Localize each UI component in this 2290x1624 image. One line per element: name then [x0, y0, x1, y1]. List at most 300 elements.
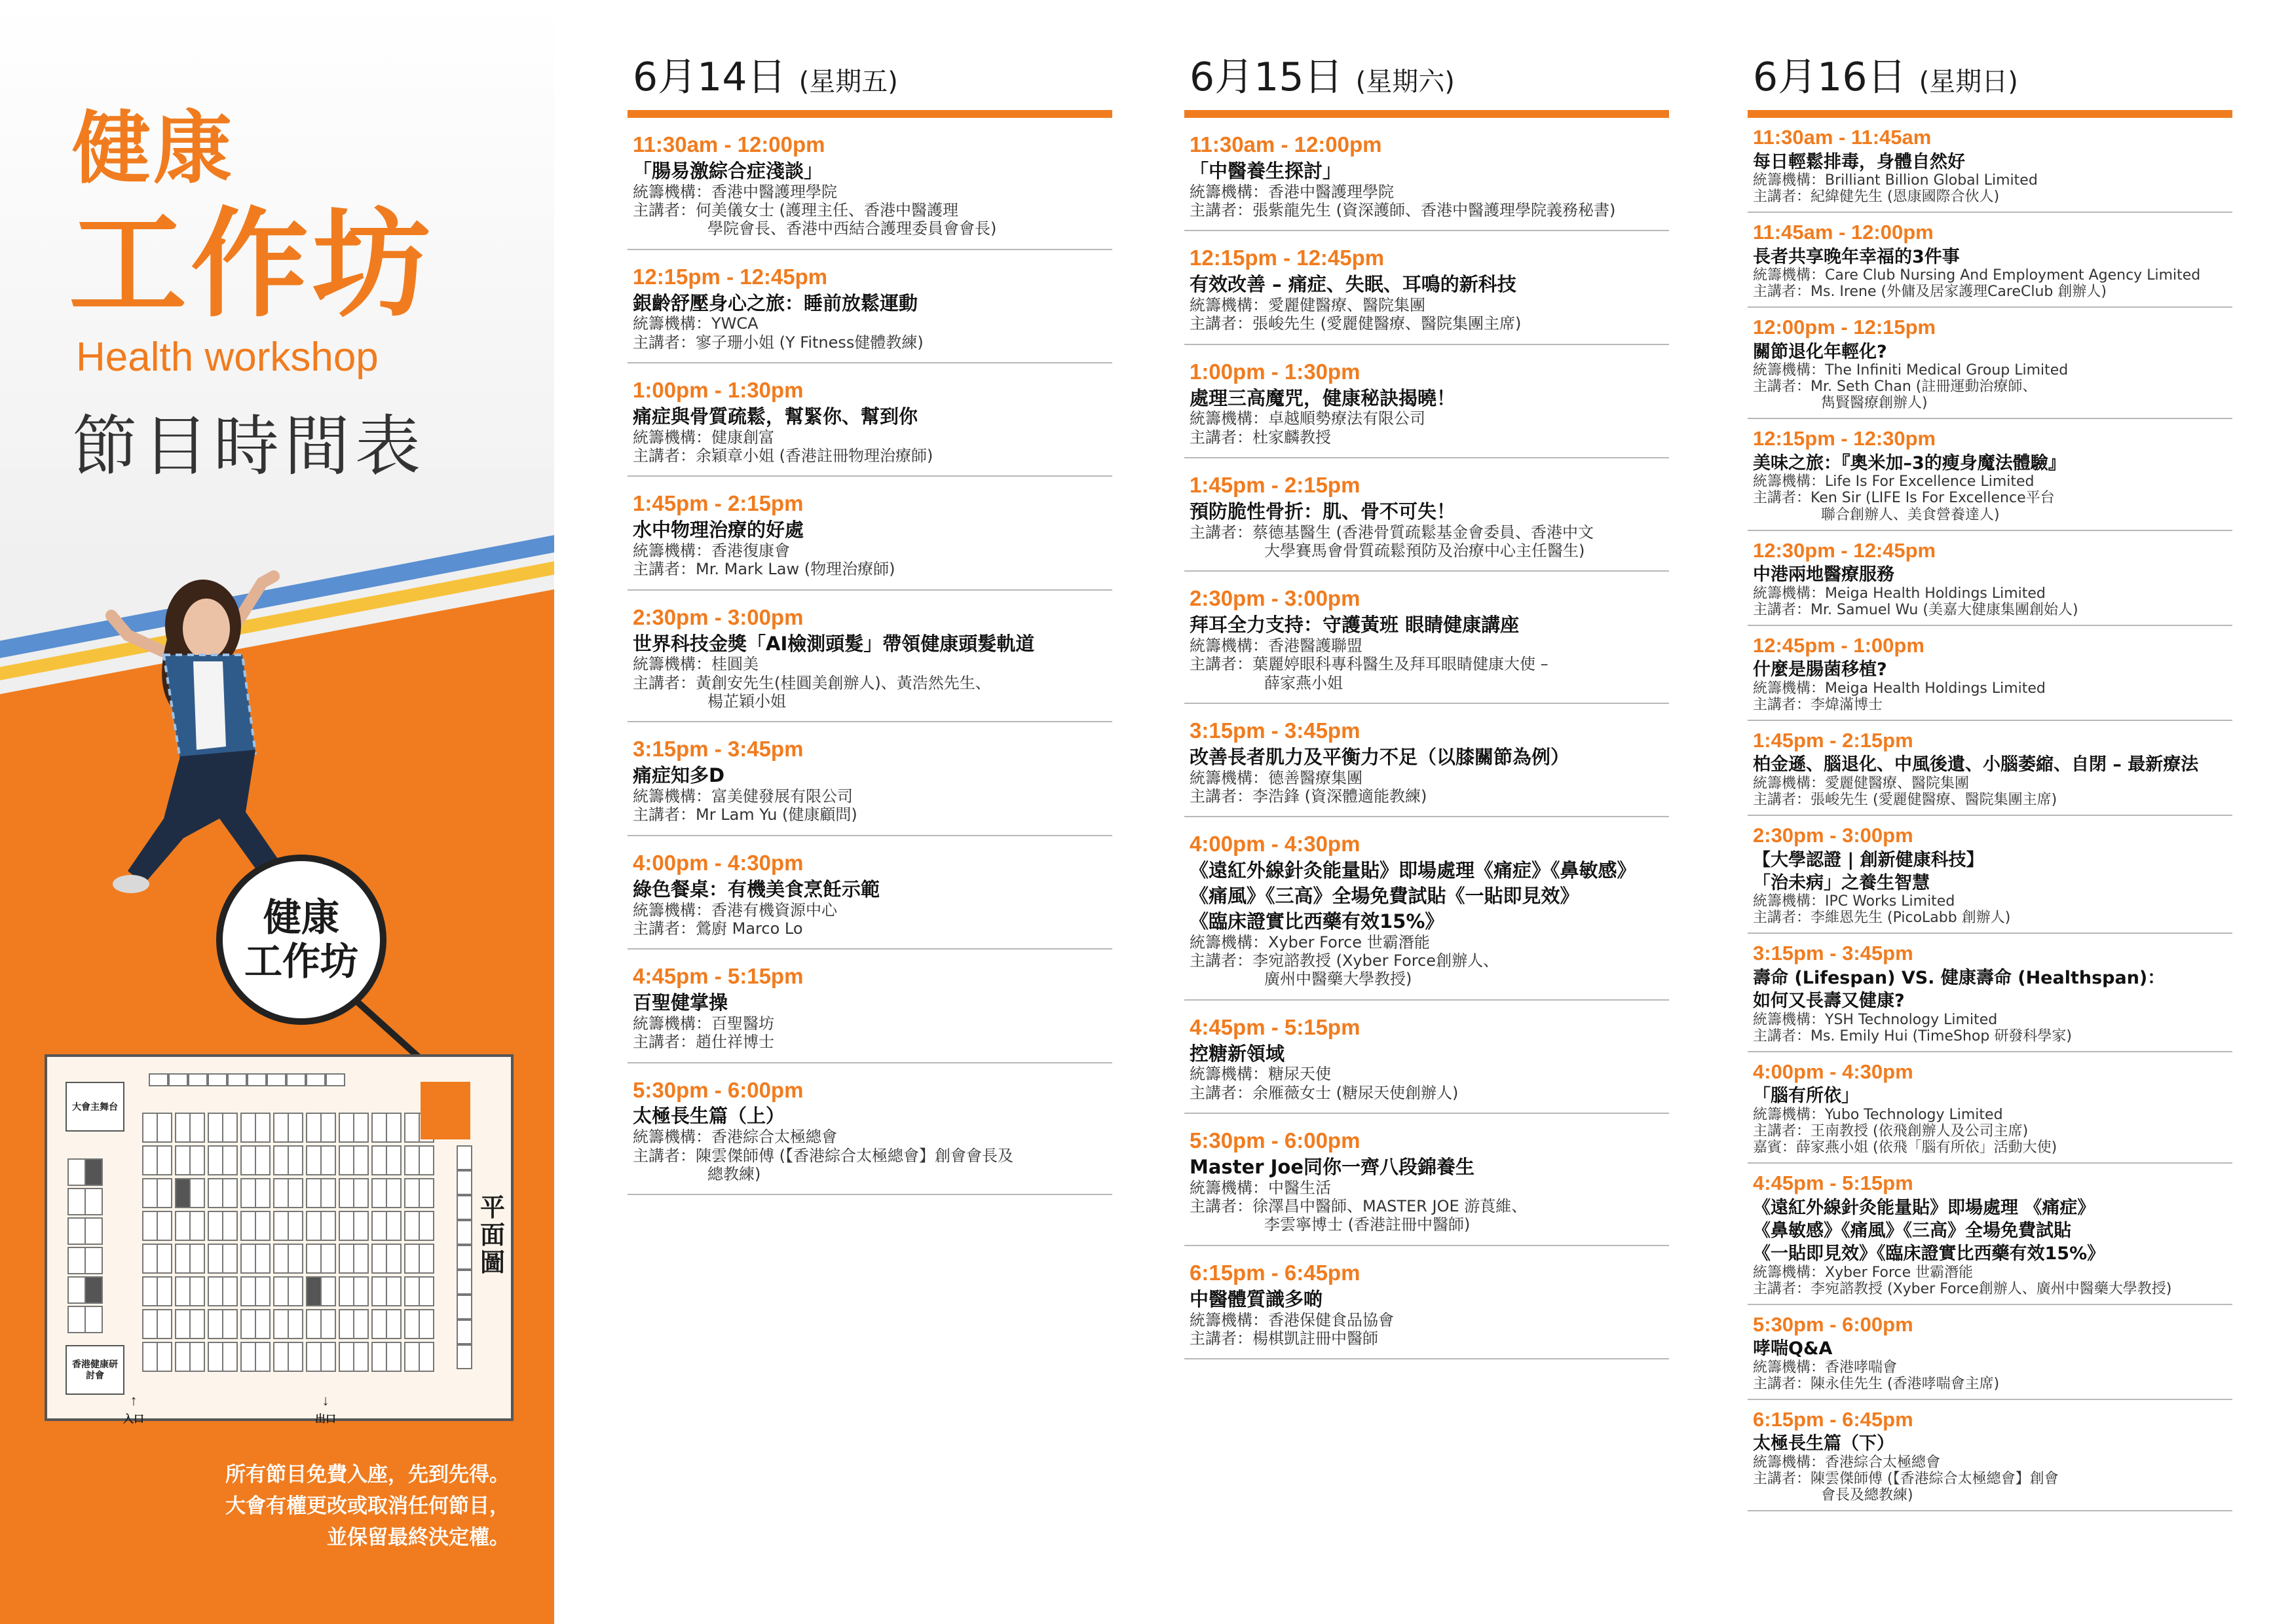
session-time: 11:30am - 12:00pm: [1190, 132, 1382, 157]
booth: [288, 1244, 303, 1273]
booth: [176, 1277, 190, 1306]
booth: [143, 1211, 157, 1240]
session-detail: 主講者：李維恩先生 (PicoLabb 創辦人): [1753, 910, 2011, 927]
session-time: 4:00pm - 4:30pm: [1753, 1060, 1913, 1083]
session-topic: 處理三高魔咒，健康秘訣揭曉！: [1190, 386, 1456, 409]
booth: [386, 1113, 401, 1142]
session-time: 1:00pm - 1:30pm: [1190, 359, 1361, 384]
booth: [457, 1246, 472, 1269]
booth: [321, 1179, 335, 1208]
booth: [157, 1277, 172, 1306]
session-detail: 主講者：鶯廚 Marco Lo: [633, 919, 803, 938]
booth: [208, 1113, 223, 1142]
session-topic: Master Joe同你一齊八段錦養生: [1190, 1156, 1475, 1179]
session-detail-continued: 聯合創辦人、美食營養達人): [1821, 506, 2000, 523]
booth: [307, 1342, 321, 1371]
booth: [405, 1146, 419, 1175]
session-block: [1184, 572, 1669, 704]
booth: [85, 1159, 102, 1185]
booth: [85, 1189, 102, 1215]
booth: [372, 1342, 386, 1371]
session-block: [1748, 934, 2232, 1052]
booth: [241, 1342, 255, 1371]
booth: [255, 1179, 270, 1208]
session-topic: 有效改善 – 痛症、失眠、耳鳴的新科技: [1190, 273, 1516, 296]
booth: [339, 1113, 354, 1142]
session-detail: 主講者：Mr. Mark Law (物理治療師): [633, 560, 895, 579]
session-topic: 【大學認證 | 創新健康科技】: [1753, 849, 1984, 870]
session-detail: 統籌機構：香港醫護聯盟: [1190, 637, 1362, 655]
session-detail: 主講者：葉麗婷眼科專科醫生及拜耳眼睛健康大使 –: [1190, 655, 1549, 674]
session-time: 12:15pm - 12:30pm: [1753, 427, 1936, 451]
session-detail: 主講者：張紫龍先生 (資深護師、香港中醫護理學院義務秘書): [1190, 201, 1616, 220]
session-time: 2:30pm - 3:00pm: [1190, 586, 1361, 611]
booth: [326, 1074, 345, 1086]
booth: [307, 1074, 325, 1086]
booth: [457, 1295, 472, 1319]
booth: [85, 1247, 102, 1274]
session-topic: 預防脆性骨折：肌、骨不可失！: [1190, 500, 1456, 523]
booth: [307, 1146, 321, 1175]
session-block: [1184, 817, 1669, 1000]
session-time: 5:30pm - 6:00pm: [1753, 1312, 1913, 1336]
day-date: 6月16日: [1753, 54, 1907, 100]
booth: [386, 1244, 401, 1273]
session-detail: 主講者：李宛諮教授 (Xyber Force創辦人、: [1190, 951, 1499, 970]
session-time: 3:15pm - 3:45pm: [1190, 718, 1361, 743]
session-detail: 統籌機構：IPC Works Limited: [1753, 893, 1955, 910]
booth: [419, 1179, 434, 1208]
session-detail: 主講者：Mr Lam Yu (健康顧問): [633, 805, 857, 824]
session-detail: 統籌機構：糖尿天使: [1190, 1065, 1331, 1084]
session-topic: 每日輕鬆排毒，身體自然好: [1753, 151, 1965, 172]
session-block: [1748, 118, 2232, 213]
booth: [354, 1277, 368, 1306]
session-topic: 水中物理治療的好處: [633, 519, 804, 542]
session-detail: 統籌機構：Care Club Nursing And Employment Agency Limited: [1753, 267, 2201, 284]
session-topic: 長者共享晚年幸福的3件事: [1753, 246, 1960, 267]
booth: [223, 1179, 237, 1208]
session-time: 6:15pm - 6:45pm: [1753, 1407, 1913, 1431]
booth: [190, 1342, 204, 1371]
session-topic: 美味之旅：『奧米加–3的瘦身魔法體驗』: [1753, 453, 2066, 474]
booth: [157, 1179, 172, 1208]
booth: [176, 1179, 190, 1208]
session-detail: 主講者：杜家麟教授: [1190, 428, 1331, 447]
booth: [241, 1211, 255, 1240]
booth: [321, 1113, 335, 1142]
booth: [457, 1270, 472, 1294]
session-block: [628, 722, 1112, 836]
session-block: [1748, 531, 2232, 626]
booth: [354, 1244, 368, 1273]
booth: [241, 1113, 255, 1142]
booth: [176, 1342, 190, 1371]
session-detail: 統籌機構：德善醫療集團: [1190, 768, 1362, 787]
booth: [339, 1146, 354, 1175]
workshop-booth-highlight: [421, 1082, 470, 1139]
booth: [223, 1244, 237, 1273]
session-detail: 統籌機構：香港保健食品協會: [1190, 1310, 1394, 1329]
session-block: [628, 1063, 1112, 1196]
booth: [208, 1146, 223, 1175]
booth: [176, 1211, 190, 1240]
booth: [208, 1179, 223, 1208]
booth: [157, 1113, 172, 1142]
booth: [274, 1146, 288, 1175]
booth: [241, 1244, 255, 1273]
booth: [143, 1310, 157, 1338]
session-time: 4:45pm - 5:15pm: [633, 964, 804, 989]
session-detail: 統籌機構：愛麗健醫療、醫院集團: [1753, 775, 1970, 792]
booth: [143, 1146, 157, 1175]
arrow-up-icon: ↑: [130, 1392, 138, 1409]
session-topic: 銀齡舒壓身心之旅：睡前放鬆運動: [633, 291, 918, 314]
session-topic: 如何又長壽又健康?: [1753, 991, 1905, 1012]
booth: [405, 1244, 419, 1273]
booth: [68, 1218, 85, 1244]
session-detail-continued: 學院會長、香港中西結合護理委員會會長): [707, 219, 997, 238]
session-time: 12:00pm - 12:15pm: [1753, 316, 1936, 339]
session-block: [628, 950, 1112, 1063]
booth: [241, 1146, 255, 1175]
session-time: 6:15pm - 6:45pm: [1190, 1260, 1361, 1285]
booth: [288, 1113, 303, 1142]
booth: [339, 1310, 354, 1338]
session-detail: 主講者：Ms. Irene (外傭及居家護理CareClub 創辦人): [1753, 284, 2107, 301]
booth: [288, 1342, 303, 1371]
booth: [255, 1211, 270, 1240]
booth: [143, 1179, 157, 1208]
booth: [354, 1310, 368, 1338]
session-detail: 主講者：陳雲傑師傅 (【香港綜合太極總會】創會會長及: [633, 1146, 1013, 1165]
booth: [190, 1277, 204, 1306]
day-column-june-16: [1748, 54, 2232, 1511]
booth: [267, 1074, 286, 1086]
day-divider: [1184, 110, 1669, 118]
session-time: 3:15pm - 3:45pm: [633, 737, 804, 762]
main-stage-label: 大會主舞台: [66, 1082, 124, 1132]
session-detail: 主講者：何美儀女士 (護理主任、香港中醫護理: [633, 201, 958, 220]
booth: [457, 1146, 472, 1170]
session-detail-continued: 李雲寧博士 (香港註冊中醫師): [1264, 1215, 1471, 1234]
booth: [419, 1277, 434, 1306]
booth: [176, 1310, 190, 1338]
session-topic: 中醫體質識多啲: [1190, 1287, 1323, 1310]
booth: [241, 1310, 255, 1338]
title-line-1: 健康: [72, 103, 235, 194]
session-block: [1748, 213, 2232, 308]
session-detail: 主講者：趙仕祥博士: [633, 1033, 774, 1052]
session-detail: 主講者：余雁薇女士 (糖尿天使創辦人): [1190, 1083, 1459, 1102]
session-block: [628, 477, 1112, 590]
booth: [208, 1342, 223, 1371]
session-detail: 統籌機構：香港中醫護理學院: [1190, 182, 1394, 201]
session-topic: 太極長生篇（下）: [1753, 1433, 1894, 1454]
session-detail: 統籌機構：健康創富: [633, 428, 774, 447]
session-block: [628, 591, 1112, 723]
booth: [169, 1074, 187, 1086]
booth: [223, 1113, 237, 1142]
day-divider: [1748, 110, 2232, 118]
session-detail: 嘉賓：薛家燕小姐 (依飛「腦有所依」活動大使): [1753, 1139, 2057, 1156]
booth: [223, 1146, 237, 1175]
session-block: [1748, 1305, 2232, 1400]
badge-line-1: 健康: [263, 895, 339, 940]
booth: [354, 1113, 368, 1142]
session-topic: 「治未病」之養生智慧: [1753, 872, 1930, 893]
day-header: [1748, 54, 2232, 102]
session-detail-continued: 薛家燕小姐: [1264, 673, 1343, 692]
session-detail: 統籌機構：YSH Technology Limited: [1753, 1011, 1998, 1028]
session-topic: 世界科技金獎「AI檢測頭髮」帶領健康頭髮軌道: [633, 632, 1035, 655]
session-topic: 《遠紅外線針灸能量貼》即場處理《痛症》《鼻敏感》: [1190, 859, 1636, 882]
session-time: 1:45pm - 2:15pm: [1753, 728, 1913, 752]
booth: [68, 1277, 85, 1303]
session-detail: 主講者：紀緯健先生 (恩康國際合伙人): [1753, 189, 2000, 206]
session-time: 1:00pm - 1:30pm: [633, 378, 804, 403]
day-column-june-14: [628, 54, 1112, 1195]
booth: [255, 1342, 270, 1371]
session-detail: 統籌機構：富美健發展有限公司: [633, 787, 853, 806]
booth: [287, 1074, 305, 1086]
session-block: [1184, 1001, 1669, 1114]
session-time: 4:45pm - 5:15pm: [1190, 1014, 1361, 1039]
booth: [157, 1342, 172, 1371]
session-detail-continued: 楊芷穎小姐: [707, 692, 786, 711]
session-detail: 統籌機構：Meiga Health Holdings Limited: [1753, 585, 2046, 602]
session-block: [1748, 1164, 2232, 1305]
session-time: 2:30pm - 3:00pm: [1753, 823, 1913, 847]
booth: [255, 1244, 270, 1273]
session-detail: 統籌機構：香港綜合太極總會: [633, 1128, 837, 1147]
session-detail: 統籌機構：愛麗健醫療、醫院集團: [1190, 296, 1425, 315]
session-time: 12:45pm - 1:00pm: [1753, 633, 1924, 657]
booth: [386, 1179, 401, 1208]
booth: [190, 1244, 204, 1273]
booth: [143, 1342, 157, 1371]
booth: [143, 1277, 157, 1306]
session-detail: 統籌機構：Xyber Force 世霸潛能: [1753, 1264, 1974, 1281]
session-detail: 統籌機構：香港哮喘會: [1753, 1359, 1898, 1376]
booth: [372, 1277, 386, 1306]
notice-line-2: 大會有權更改或取消任何節目，: [225, 1494, 510, 1519]
session-detail: 主講者：張峻先生 (愛麗健醫療、醫院集團主席): [1190, 314, 1522, 333]
session-time: 4:00pm - 4:30pm: [633, 850, 804, 875]
session-topic: 痛症與骨質疏鬆，幫緊你、幫到你: [633, 405, 918, 428]
booth: [68, 1306, 85, 1333]
session-time: 1:45pm - 2:15pm: [1190, 473, 1361, 498]
booth: [68, 1159, 85, 1185]
booth: [307, 1211, 321, 1240]
session-detail: 主講者：李煒滿博士: [1753, 696, 1883, 713]
booth: [274, 1179, 288, 1208]
session-detail: 主講者：Mr. Seth Chan (註冊運動治療師、: [1753, 378, 2037, 396]
workshop-badge: [216, 855, 386, 1025]
booth: [405, 1113, 419, 1142]
session-detail-continued: 會長及總教練): [1821, 1486, 1913, 1504]
session-detail: 統籌機構：香港有機資源中心: [633, 900, 837, 919]
booth: [405, 1277, 419, 1306]
session-topic: 太極長生篇（上）: [633, 1105, 785, 1128]
booth: [223, 1342, 237, 1371]
notice-line-3: 並保留最終決定權。: [327, 1526, 510, 1550]
booth: [288, 1310, 303, 1338]
session-block: [1184, 458, 1669, 572]
booth: [241, 1277, 255, 1306]
booth: [228, 1074, 246, 1086]
day-divider: [628, 110, 1112, 118]
booth: [372, 1179, 386, 1208]
session-block: [1748, 721, 2232, 816]
booth: [85, 1277, 102, 1303]
session-topic: 「腸易激綜合症淺談」: [633, 159, 823, 182]
booth: [386, 1342, 401, 1371]
booth: [419, 1310, 434, 1338]
session-detail-continued: 雋賢醫療創辦人): [1821, 395, 1928, 412]
session-time: 5:30pm - 6:00pm: [1190, 1128, 1361, 1153]
session-time: 11:45am - 12:00pm: [1753, 221, 1934, 244]
booth: [274, 1277, 288, 1306]
booth: [372, 1244, 386, 1273]
booth: [307, 1310, 321, 1338]
session-detail: 統籌機構：香港中醫護理學院: [633, 182, 837, 201]
booth: [386, 1211, 401, 1240]
booth: [274, 1244, 288, 1273]
booth: [354, 1146, 368, 1175]
session-topic: 《痛風》《三高》全場免費試貼《一貼即見效》: [1190, 885, 1579, 908]
session-detail: 統籌機構：The Infiniti Medical Group Limited: [1753, 362, 2069, 379]
booth: [457, 1345, 472, 1369]
booth: [255, 1113, 270, 1142]
booth: [223, 1310, 237, 1338]
booth: [223, 1277, 237, 1306]
booth: [85, 1218, 102, 1244]
booth: [176, 1146, 190, 1175]
session-detail: 統籌機構：香港綜合太極總會: [1753, 1454, 1941, 1471]
booth: [457, 1320, 472, 1344]
session-detail: 統籌機構：Life Is For Excellence Limited: [1753, 473, 2035, 490]
booth: [419, 1342, 434, 1371]
booth: [274, 1113, 288, 1142]
session-detail-continued: 大學賽馬會骨質疏鬆預防及治療中心主任醫生): [1264, 542, 1585, 561]
booth: [321, 1277, 335, 1306]
session-detail: 統籌機構：Yubo Technology Limited: [1753, 1106, 2003, 1123]
seminar-label: 香港健康研討會: [66, 1345, 124, 1395]
notice-text: [225, 1459, 510, 1553]
title-english: Health workshop: [76, 335, 379, 380]
session-detail: 主講者：徐澤昌中醫師、MASTER JOE 游莨維、: [1190, 1197, 1528, 1216]
booth: [176, 1113, 190, 1142]
session-block: [1184, 704, 1669, 817]
session-detail: 統籌機構：卓越順勢療法有限公司: [1190, 409, 1425, 428]
title-line-2: 工作坊: [69, 196, 435, 333]
booth: [274, 1211, 288, 1240]
booth: [457, 1221, 472, 1244]
booth: [68, 1247, 85, 1274]
booth: [255, 1310, 270, 1338]
booth: [386, 1277, 401, 1306]
session-detail: 統籌機構：Meiga Health Holdings Limited: [1753, 680, 2046, 697]
booth: [190, 1310, 204, 1338]
session-detail: 統籌機構：中醫生活: [1190, 1178, 1331, 1197]
booth: [157, 1211, 172, 1240]
booth: [372, 1146, 386, 1175]
booth: [372, 1310, 386, 1338]
session-detail: 統籌機構：百聖醫坊: [633, 1014, 774, 1033]
session-block: [1748, 1400, 2232, 1511]
booth: [339, 1244, 354, 1273]
day-column-june-15: [1184, 54, 1669, 1359]
booth: [248, 1074, 266, 1086]
booth: [143, 1244, 157, 1273]
session-detail: 主講者：王南教授 (依飛創辦人及公司主席): [1753, 1122, 2029, 1139]
booth: [405, 1342, 419, 1371]
session-time: 11:30am - 12:00pm: [633, 132, 825, 157]
booth: [157, 1244, 172, 1273]
session-detail: 主講者：蔡德基醫生 (香港骨質疏鬆基金會委員、香港中文: [1190, 523, 1594, 542]
booth: [190, 1146, 204, 1175]
session-detail: 主講者：Ken Sir (LIFE Is For Excellence平台: [1753, 490, 2055, 507]
session-topic: 關節退化年輕化?: [1753, 341, 1887, 362]
session-detail: 主講者：李浩鋒 (資深體適能教練): [1190, 787, 1427, 806]
day-weekday: (星期日): [1919, 67, 2018, 97]
session-detail-continued: 總教練): [707, 1164, 761, 1183]
day-weekday: (星期六): [1355, 67, 1455, 97]
booth: [321, 1342, 335, 1371]
session-topic: 綠色餐桌：有機美食烹飪示範: [633, 877, 880, 900]
session-detail: 統籌機構：Brilliant Billion Global Limited: [1753, 172, 2038, 189]
booth: [372, 1113, 386, 1142]
session-block: [628, 836, 1112, 950]
session-detail: 主講者：楊棋凱註冊中醫師: [1190, 1329, 1378, 1348]
booth: [307, 1244, 321, 1273]
day-date: 6月14日: [633, 54, 787, 100]
booth: [307, 1179, 321, 1208]
session-time: 12:15pm - 12:45pm: [1190, 246, 1385, 270]
session-detail: 主講者：陳雲傑師傅 (【香港綜合太極總會】創會: [1753, 1470, 2059, 1487]
session-topic: 拜耳全力支持：守護黃班 眼睛健康講座: [1190, 614, 1520, 637]
booth: [372, 1211, 386, 1240]
booth: [386, 1146, 401, 1175]
session-topic: 「中醫養生探討」: [1190, 159, 1342, 182]
floor-plan: [45, 1054, 514, 1425]
booth: [208, 1244, 223, 1273]
session-block: [628, 363, 1112, 477]
session-detail: 主講者：張峻先生 (愛麗健醫療、醫院集團主席): [1753, 791, 2057, 808]
booth: [85, 1306, 102, 1333]
booth: [190, 1179, 204, 1208]
session-detail: 主講者：黃創安先生(桂圓美創辦人)、黃浩然先生、: [633, 673, 991, 692]
booth: [189, 1074, 207, 1086]
session-block: [1184, 231, 1669, 344]
session-block: [1184, 345, 1669, 458]
session-topic: 《鼻敏感》《痛風》《三高》全場免費試貼: [1753, 1220, 2071, 1241]
day-header: [628, 54, 1112, 102]
session-topic: 「腦有所依」: [1753, 1086, 1859, 1107]
booth: [419, 1211, 434, 1240]
entrance-label: 入口: [122, 1414, 144, 1425]
session-block: [1748, 816, 2232, 934]
booth: [190, 1113, 204, 1142]
session-topic: 改善長者肌力及平衡力不足（以膝關節為例）: [1190, 746, 1570, 769]
session-detail: 統籌機構：Xyber Force 世霸潛能: [1190, 932, 1430, 951]
session-topic: 百聖健掌操: [633, 991, 728, 1014]
session-detail-continued: 廣州中醫藥大學教授): [1264, 970, 1412, 989]
booth: [176, 1244, 190, 1273]
booth: [307, 1277, 321, 1306]
booth: [339, 1342, 354, 1371]
